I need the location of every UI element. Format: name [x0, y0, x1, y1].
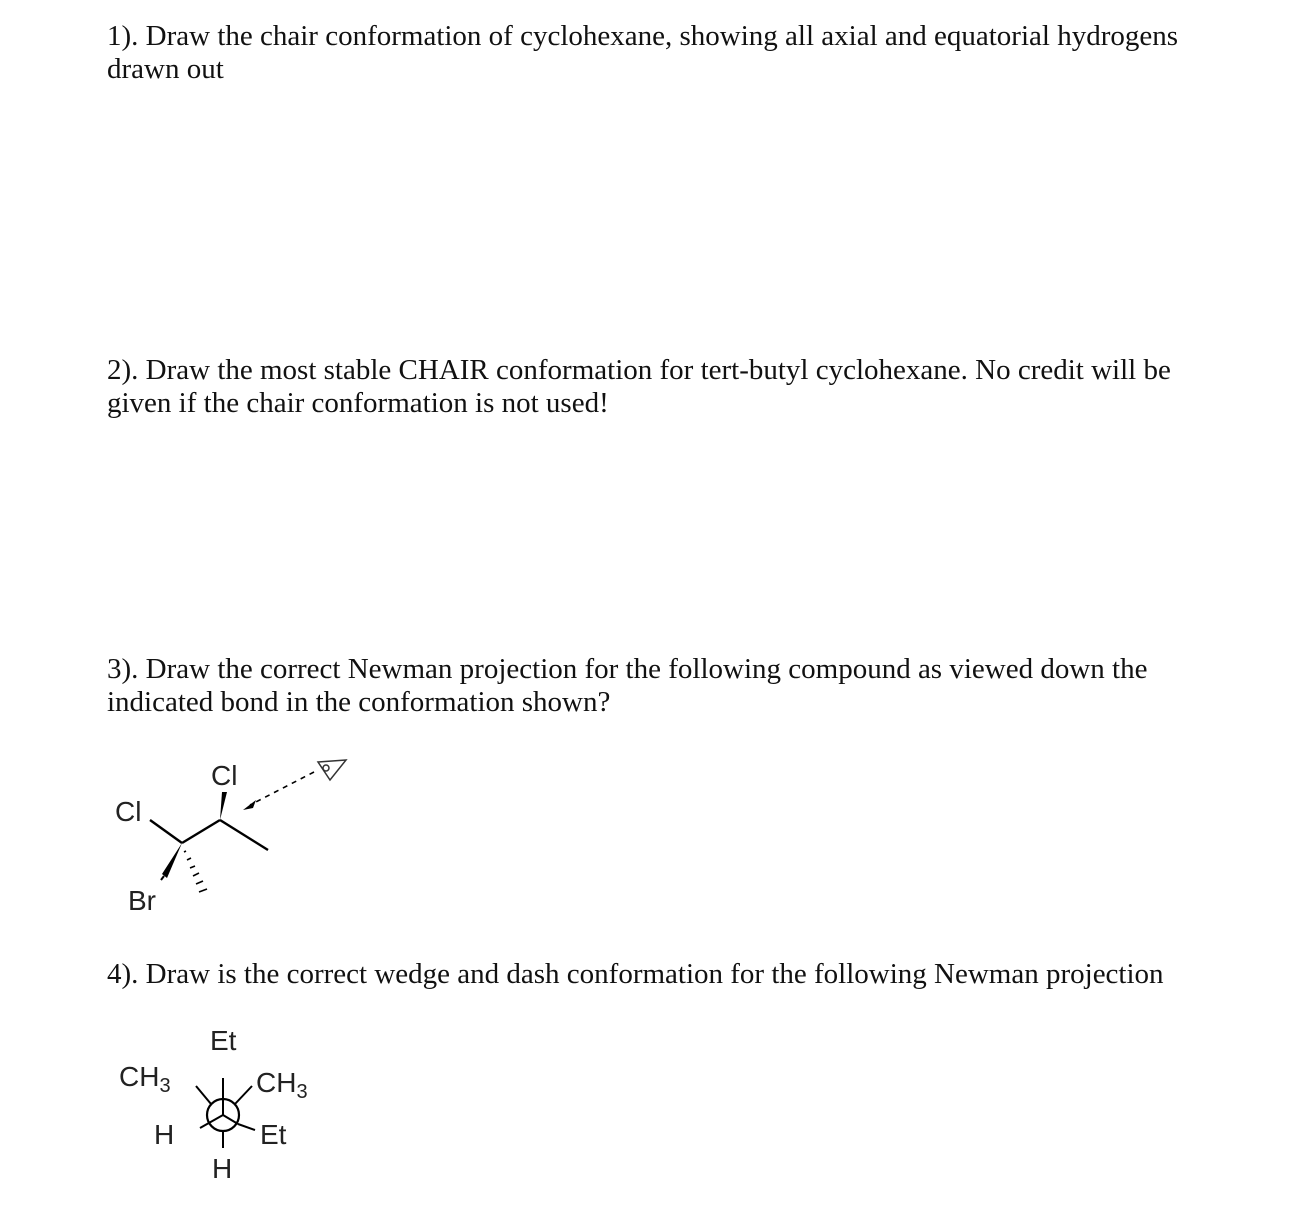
newman-projection — [110, 1020, 350, 1190]
question-1-line-1: 1). Draw the chair conformation of cyclohexane, showing all axial and equatorial hydrogens — [107, 20, 1179, 52]
question-1 — [107, 20, 1227, 86]
label-cl-left: Cl — [115, 796, 142, 827]
label-h-left: H — [154, 1119, 175, 1150]
label-h-bottom: H — [212, 1153, 233, 1184]
bond-c1-c2 — [182, 820, 220, 843]
back-bond-upper-right — [235, 1086, 252, 1104]
back-bond-upper-left — [196, 1086, 211, 1104]
label-front-top-et: Et — [210, 1025, 237, 1056]
question-3-line-1: 3). Draw the correct Newman projection for the following compound as viewed down the — [107, 653, 1148, 685]
question-2-line-1: 2). Draw the most stable CHAIR conformation for tert-butyl cyclohexane. No credit will be — [107, 354, 1171, 386]
label-et-right: Et — [260, 1119, 287, 1150]
question-4-line-1: 4). Draw is the correct wedge and dash conformation for the following Newman projection — [107, 958, 1164, 990]
label-ch3-left: $CH_3$ — [119, 1061, 171, 1097]
viewing-arrow-head — [243, 800, 256, 810]
question-3 — [107, 653, 1227, 719]
bond-cl-c1 — [150, 820, 182, 843]
label-cl-top: Cl — [211, 760, 238, 791]
question-3-line-2: indicated bond in the conformation shown? — [107, 686, 611, 718]
eye-icon — [318, 760, 346, 780]
front-bond-lower-right — [223, 1115, 238, 1124]
wedge-bond-br — [162, 843, 182, 878]
label-ch3-right: $CH_3$ — [256, 1067, 308, 1103]
question-2-line-2: given if the chair conformation is not used! — [107, 387, 609, 419]
hashed-bond — [184, 851, 207, 892]
wedge-bond-cl — [220, 792, 227, 820]
question-3-structure — [100, 750, 380, 930]
label-br: Br — [128, 885, 156, 916]
back-bond-right — [238, 1124, 255, 1130]
bond-c2-c3 — [220, 820, 268, 850]
question-1-line-2: drawn out — [107, 53, 224, 85]
bond-br-stub — [161, 876, 164, 880]
viewing-arrow — [250, 772, 314, 805]
question-4 — [107, 958, 1227, 991]
question-2 — [107, 354, 1227, 420]
